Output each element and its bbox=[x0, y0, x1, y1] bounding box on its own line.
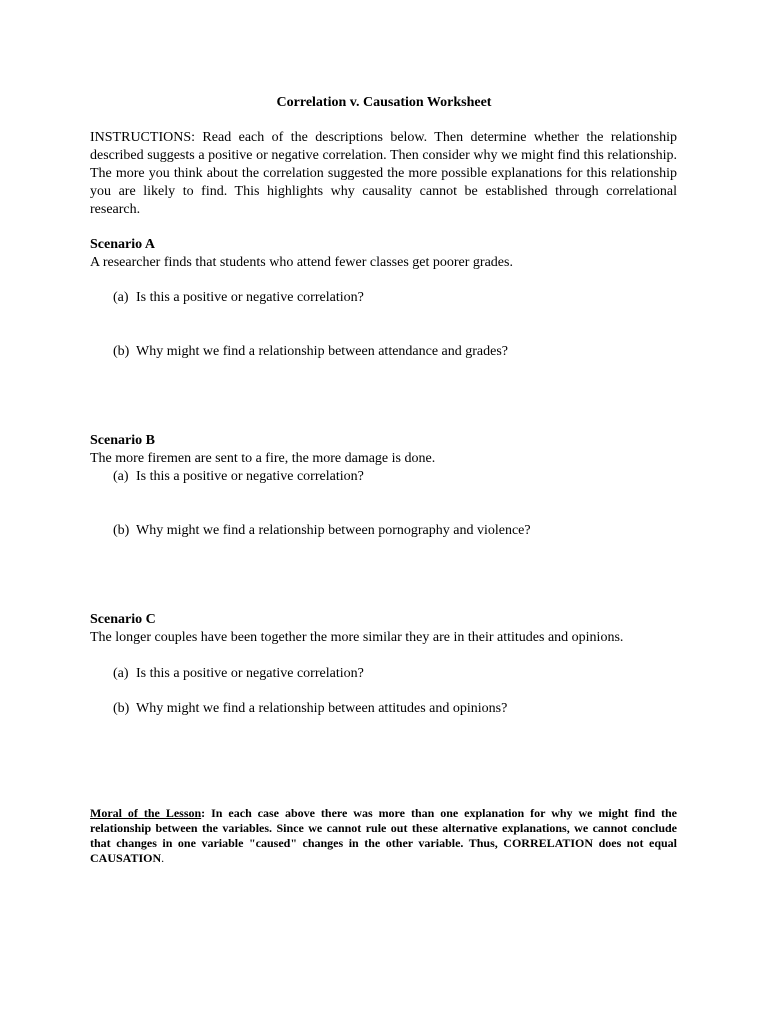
scenario-b-text: The more firemen are sent to a fire, the more damage is done. bbox=[90, 451, 436, 466]
question-label: (b) bbox=[113, 523, 130, 538]
scenario-b-question-b bbox=[113, 522, 673, 540]
moral-end: . bbox=[161, 851, 165, 865]
scenario-c-text: The longer couples have been together the more similar they are in their attitudes and opinions. bbox=[90, 630, 624, 645]
scenario-a-heading: Scenario A bbox=[90, 237, 155, 252]
scenario-c-question-b bbox=[113, 700, 673, 718]
moral-paragraph bbox=[90, 806, 677, 866]
scenario-c-heading: Scenario C bbox=[90, 612, 156, 627]
question-label: (a) bbox=[113, 290, 129, 305]
moral-label: Moral of the Lesson bbox=[90, 806, 202, 820]
question-text: Why might we find a relationship between pornography and violence? bbox=[136, 523, 531, 538]
question-label: (a) bbox=[113, 666, 129, 681]
question-label: (a) bbox=[113, 469, 129, 484]
question-label: (b) bbox=[113, 701, 130, 716]
question-text: Is this a positive or negative correlation? bbox=[136, 666, 364, 681]
scenario-b-question-a bbox=[113, 468, 673, 486]
page-title: Correlation v. Causation Worksheet bbox=[276, 95, 492, 110]
question-text: Why might we find a relationship between attendance and grades? bbox=[136, 344, 509, 359]
question-text: Is this a positive or negative correlation? bbox=[136, 469, 364, 484]
question-text: Why might we find a relationship between attitudes and opinions? bbox=[136, 701, 508, 716]
moral-text: In each case above there was more than one explanation for why we might find the relationship between the variables. Since we cannot rule out these alternative explanations, we cannot conclude that changes in one variable "caused" changes in the other variable. Thus, CORRELATION does not equal CAUSATION bbox=[90, 806, 677, 865]
scenario-a-question-b bbox=[113, 343, 673, 361]
scenario-c-question-a bbox=[113, 665, 673, 683]
instructions-paragraph: INSTRUCTIONS: Read each of the descriptions below. Then determine whether the relationship described suggests a positive or negative correlation. Then consider why we might find this relationship. The more you think about the correlation suggested the more possible explanations for this relationship you are likely to find. This highlights why causality cannot be established through correlational research. bbox=[90, 130, 677, 217]
scenario-a-question-a bbox=[113, 289, 673, 307]
scenario-b-heading: Scenario B bbox=[90, 433, 155, 448]
scenario-a-text: A researcher finds that students who attend fewer classes get poorer grades. bbox=[90, 255, 513, 270]
question-text: Is this a positive or negative correlation? bbox=[136, 290, 364, 305]
question-label: (b) bbox=[113, 344, 130, 359]
moral-colon: : bbox=[201, 806, 206, 820]
